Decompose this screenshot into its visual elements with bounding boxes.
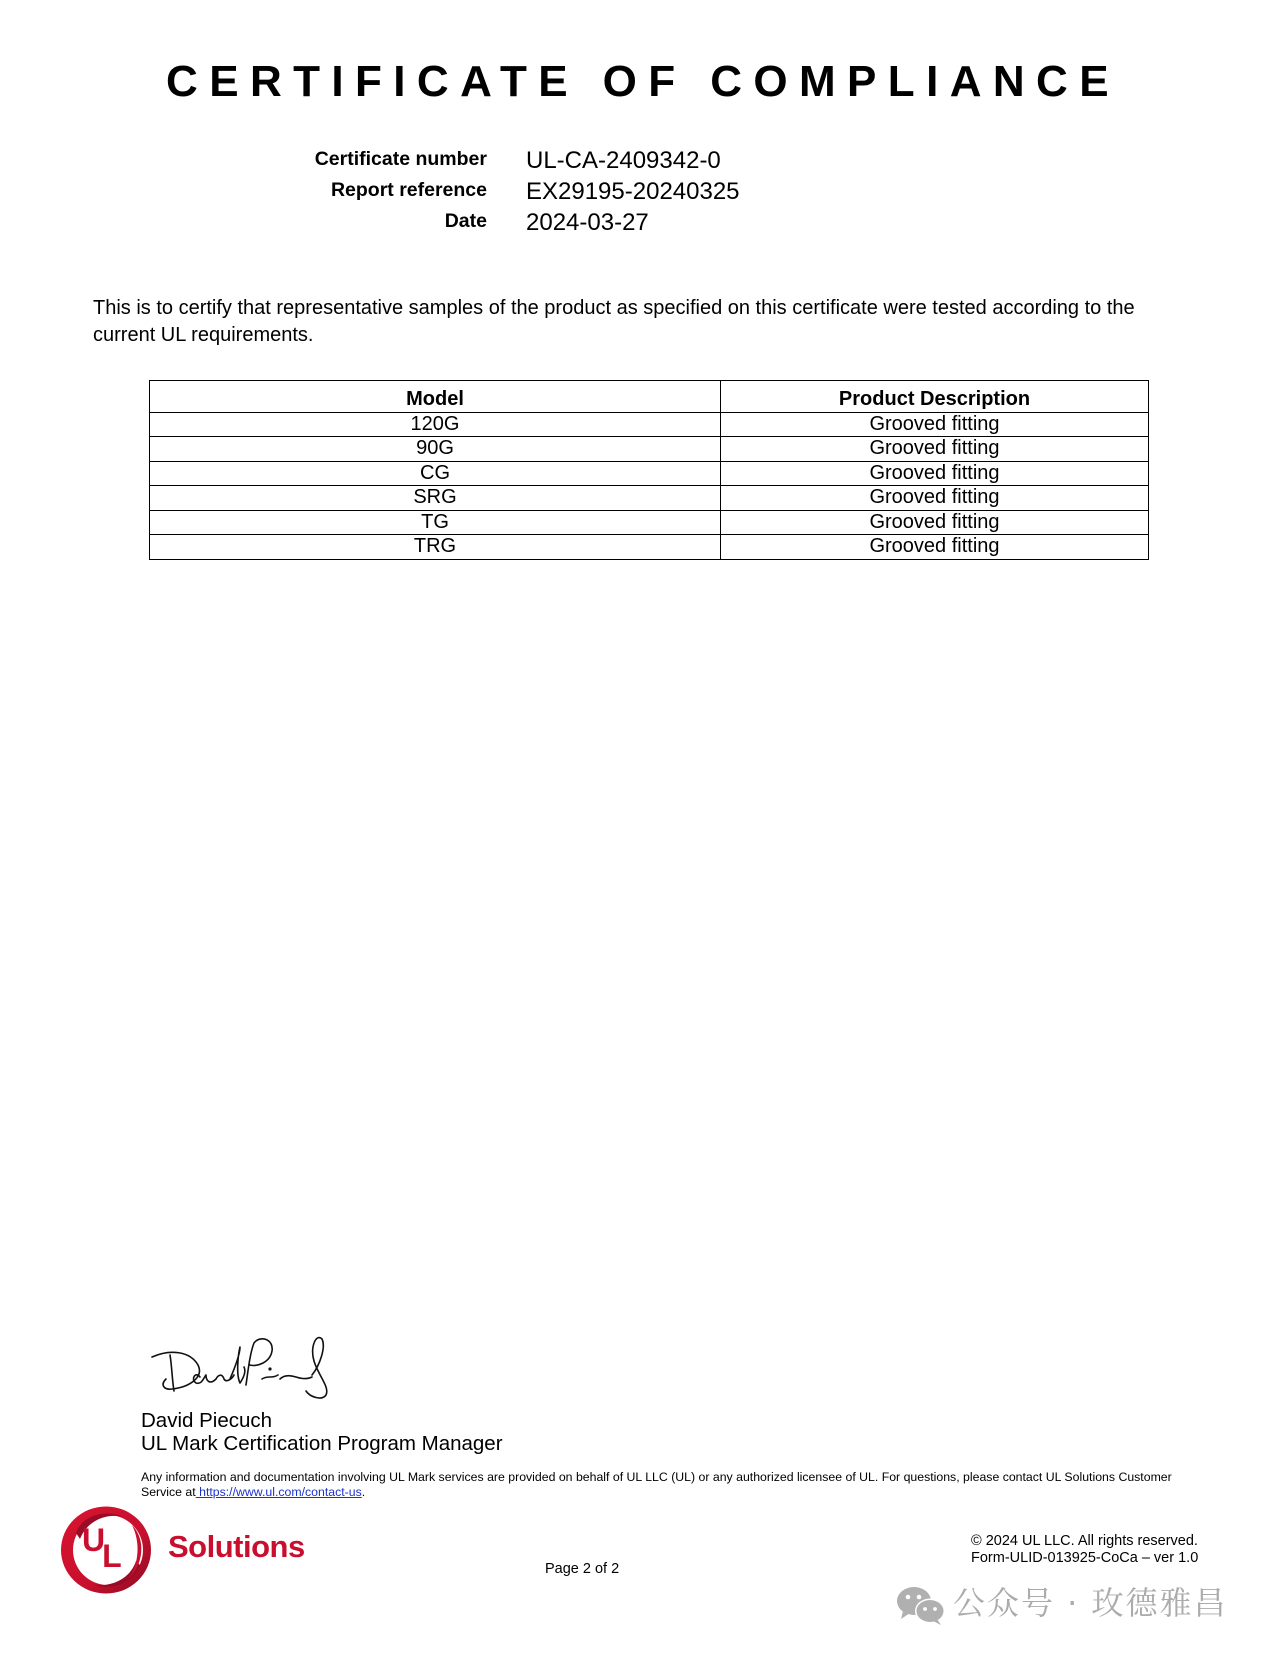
signatory-title: UL Mark Certification Program Manager (141, 1432, 503, 1455)
signature-stroke (262, 1375, 278, 1379)
disclaimer-suffix: . (361, 1484, 366, 1499)
contact-us-link[interactable]: https://www.ul.com/contact-us (195, 1484, 362, 1499)
certification-statement: This is to certify that representative samples of the product as specified on this certificate were tested according to the current UL requirements. (93, 297, 1135, 346)
logo-letter: U (82, 1522, 106, 1558)
report-reference-label: Report reference (330, 179, 487, 201)
ul-logo-icon (58, 1503, 158, 1598)
model-cell: 90G (150, 437, 721, 462)
column-header-model: Model (150, 381, 721, 413)
date-value: 2024-03-27 (526, 209, 649, 236)
signature-stroke (170, 1355, 174, 1391)
model-cell: 120G (150, 412, 721, 437)
signature-stroke (280, 1376, 312, 1379)
certificate-number-value: UL-CA-2409342-0 (526, 147, 721, 174)
table-row (150, 461, 1149, 486)
model-cell: TG (150, 510, 721, 535)
models-table (149, 380, 1149, 560)
table-row (150, 486, 1149, 511)
page-number: Page 2 of 2 (545, 1561, 620, 1577)
certificate-number-label: Certificate number (314, 148, 487, 170)
copyright: © 2024 UL LLC. All rights reserved. (971, 1533, 1198, 1549)
product-description-cell: Grooved fitting (721, 461, 1149, 486)
table-row (150, 412, 1149, 437)
logo-letter: L (102, 1538, 122, 1574)
product-description-cell: Grooved fitting (721, 412, 1149, 437)
model-cell: CG (150, 461, 721, 486)
model-cell: TRG (150, 535, 721, 560)
disclaimer (141, 1470, 1211, 1499)
product-description-cell: Grooved fitting (721, 510, 1149, 535)
column-header-product-description: Product Description (721, 381, 1149, 413)
model-cell: SRG (150, 486, 721, 511)
signature-stroke (306, 1338, 327, 1398)
signature-stroke (269, 1368, 271, 1370)
table-header-row (150, 381, 1149, 413)
signature-stroke (193, 1375, 234, 1383)
product-description-cell: Grooved fitting (721, 486, 1149, 511)
table-row (150, 510, 1149, 535)
table-row (150, 437, 1149, 462)
form-id: Form-ULID-013925-CoCa – ver 1.0 (971, 1550, 1199, 1566)
watermark-text: 公众号 · 玫德雅昌 (953, 1584, 1228, 1622)
report-reference-value: EX29195-20240325 (526, 178, 740, 205)
signature-stroke (152, 1352, 199, 1389)
table-row (150, 535, 1149, 560)
signature-image (150, 1335, 350, 1405)
disclaimer-text: Any information and documentation involving UL Mark services are provided on behalf of UL LLC (UL) or any authorized licensee of UL. For questions, please contact UL Solutions Customer Service at (141, 1470, 1172, 1499)
document-title: CERTIFICATE OF COMPLIANCE (166, 57, 1120, 106)
signature-stroke (246, 1339, 272, 1385)
product-description-cell: Grooved fitting (721, 437, 1149, 462)
wechat-icon (895, 1584, 947, 1626)
product-description-cell: Grooved fitting (721, 535, 1149, 560)
brand-name: Solutions (168, 1529, 305, 1564)
signatory-name: David Piecuch (141, 1409, 273, 1432)
date-label: Date (444, 210, 487, 232)
